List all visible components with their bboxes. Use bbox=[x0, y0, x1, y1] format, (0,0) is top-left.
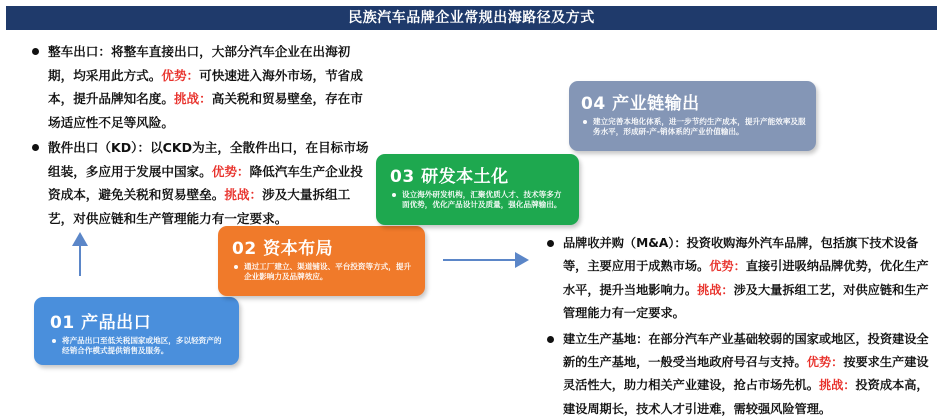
step-box-01 bbox=[34, 297, 239, 365]
bullet-label: 散件出口（KD）： bbox=[48, 140, 151, 155]
advantage-label: 优势： bbox=[211, 163, 250, 179]
step-description: 通过工厂建立、渠道铺设、平台投资等方式，提升企业影响力及品牌效应。 bbox=[232, 262, 415, 282]
bullet-text: 以CKD为主，全散件出口，在目标市场组装，多应用于发展中国家。 bbox=[48, 140, 369, 179]
step-description: 建立完善本地化体系，进一步节约生产成本，提升产能效率及服务水平，形成研-产-销体系的产业价值输出。 bbox=[581, 117, 806, 137]
challenge-text: 投资成本高，建设周期长，技术人才引进难，需较强风险管理。 bbox=[563, 378, 929, 416]
challenge-label: 挑战： bbox=[697, 282, 734, 297]
advantage-label: 优势： bbox=[806, 355, 844, 370]
bullet-label: 建立生产基地： bbox=[563, 331, 649, 346]
advantage-label: 优势： bbox=[161, 67, 200, 83]
challenge-label: 挑战： bbox=[173, 91, 212, 106]
advantage-text: 可快速进入海外市场，节省成本，提升品牌知名度。 bbox=[48, 67, 363, 106]
advantage-text: 按要求生产建设灵活性大，助力相关产业建设，抢占市场先机。 bbox=[563, 355, 929, 393]
step-description: 设立海外研发机构，汇聚优质人才、技术等多方面优势，优化产品设计及质量，强化品牌输出。 bbox=[390, 190, 569, 210]
bullet-text: 在部分汽车产业基础较弱的国家或地区，投资建设全新的生产基地，一般受当地政府号召与支持。 bbox=[563, 331, 929, 370]
advantage-label: 优势： bbox=[709, 259, 746, 274]
advantage-text: 直接引进吸纳品牌优势，优化生产水平，提升当地影响力。 bbox=[563, 259, 929, 297]
bullet-label: 品牌收并购（M&A）： bbox=[563, 236, 687, 250]
advantage-text: 降低汽车生产企业投资成本，避免关税和贸易壁垒。 bbox=[48, 163, 363, 202]
step-heading: 03 研发本土化 bbox=[390, 167, 509, 187]
challenge-text: 高关税和贸易壁垒，存在市场适应性不足等风险。 bbox=[48, 91, 363, 130]
challenge-label: 挑战： bbox=[818, 378, 856, 393]
step-box-03 bbox=[376, 154, 579, 225]
bullet-text: 将整车直接出口，大部分汽车企业在出海初期，均采用此方式。 bbox=[48, 44, 351, 83]
challenge-label: 挑战： bbox=[224, 187, 263, 202]
bullet-text: 投资收购海外汽车品牌，包括旗下技术设备等，主要应用于成熟市场。 bbox=[563, 236, 919, 274]
step-heading: 01 产品出口 bbox=[50, 313, 152, 333]
step-box-02 bbox=[218, 226, 425, 296]
step-description: 将产品出口至低关税国家或地区，多以轻资产的经销合作模式提供销售及服务。 bbox=[50, 336, 229, 356]
step-heading: 04 产业链输出 bbox=[581, 94, 700, 114]
challenge-text: 涉及大量拆组工艺，对供应链和生产管理能力有一定要求。 bbox=[48, 187, 351, 226]
step-heading: 02 资本布局 bbox=[232, 239, 334, 259]
bullet-label: 整车出口： bbox=[48, 44, 111, 59]
page-title: 民族汽车品牌企业常规出海路径及方式 bbox=[6, 6, 937, 30]
challenge-text: 涉及大量拆组工艺，对供应链和生产管理能力有一定要求。 bbox=[563, 282, 929, 321]
step-box-04 bbox=[569, 81, 816, 151]
